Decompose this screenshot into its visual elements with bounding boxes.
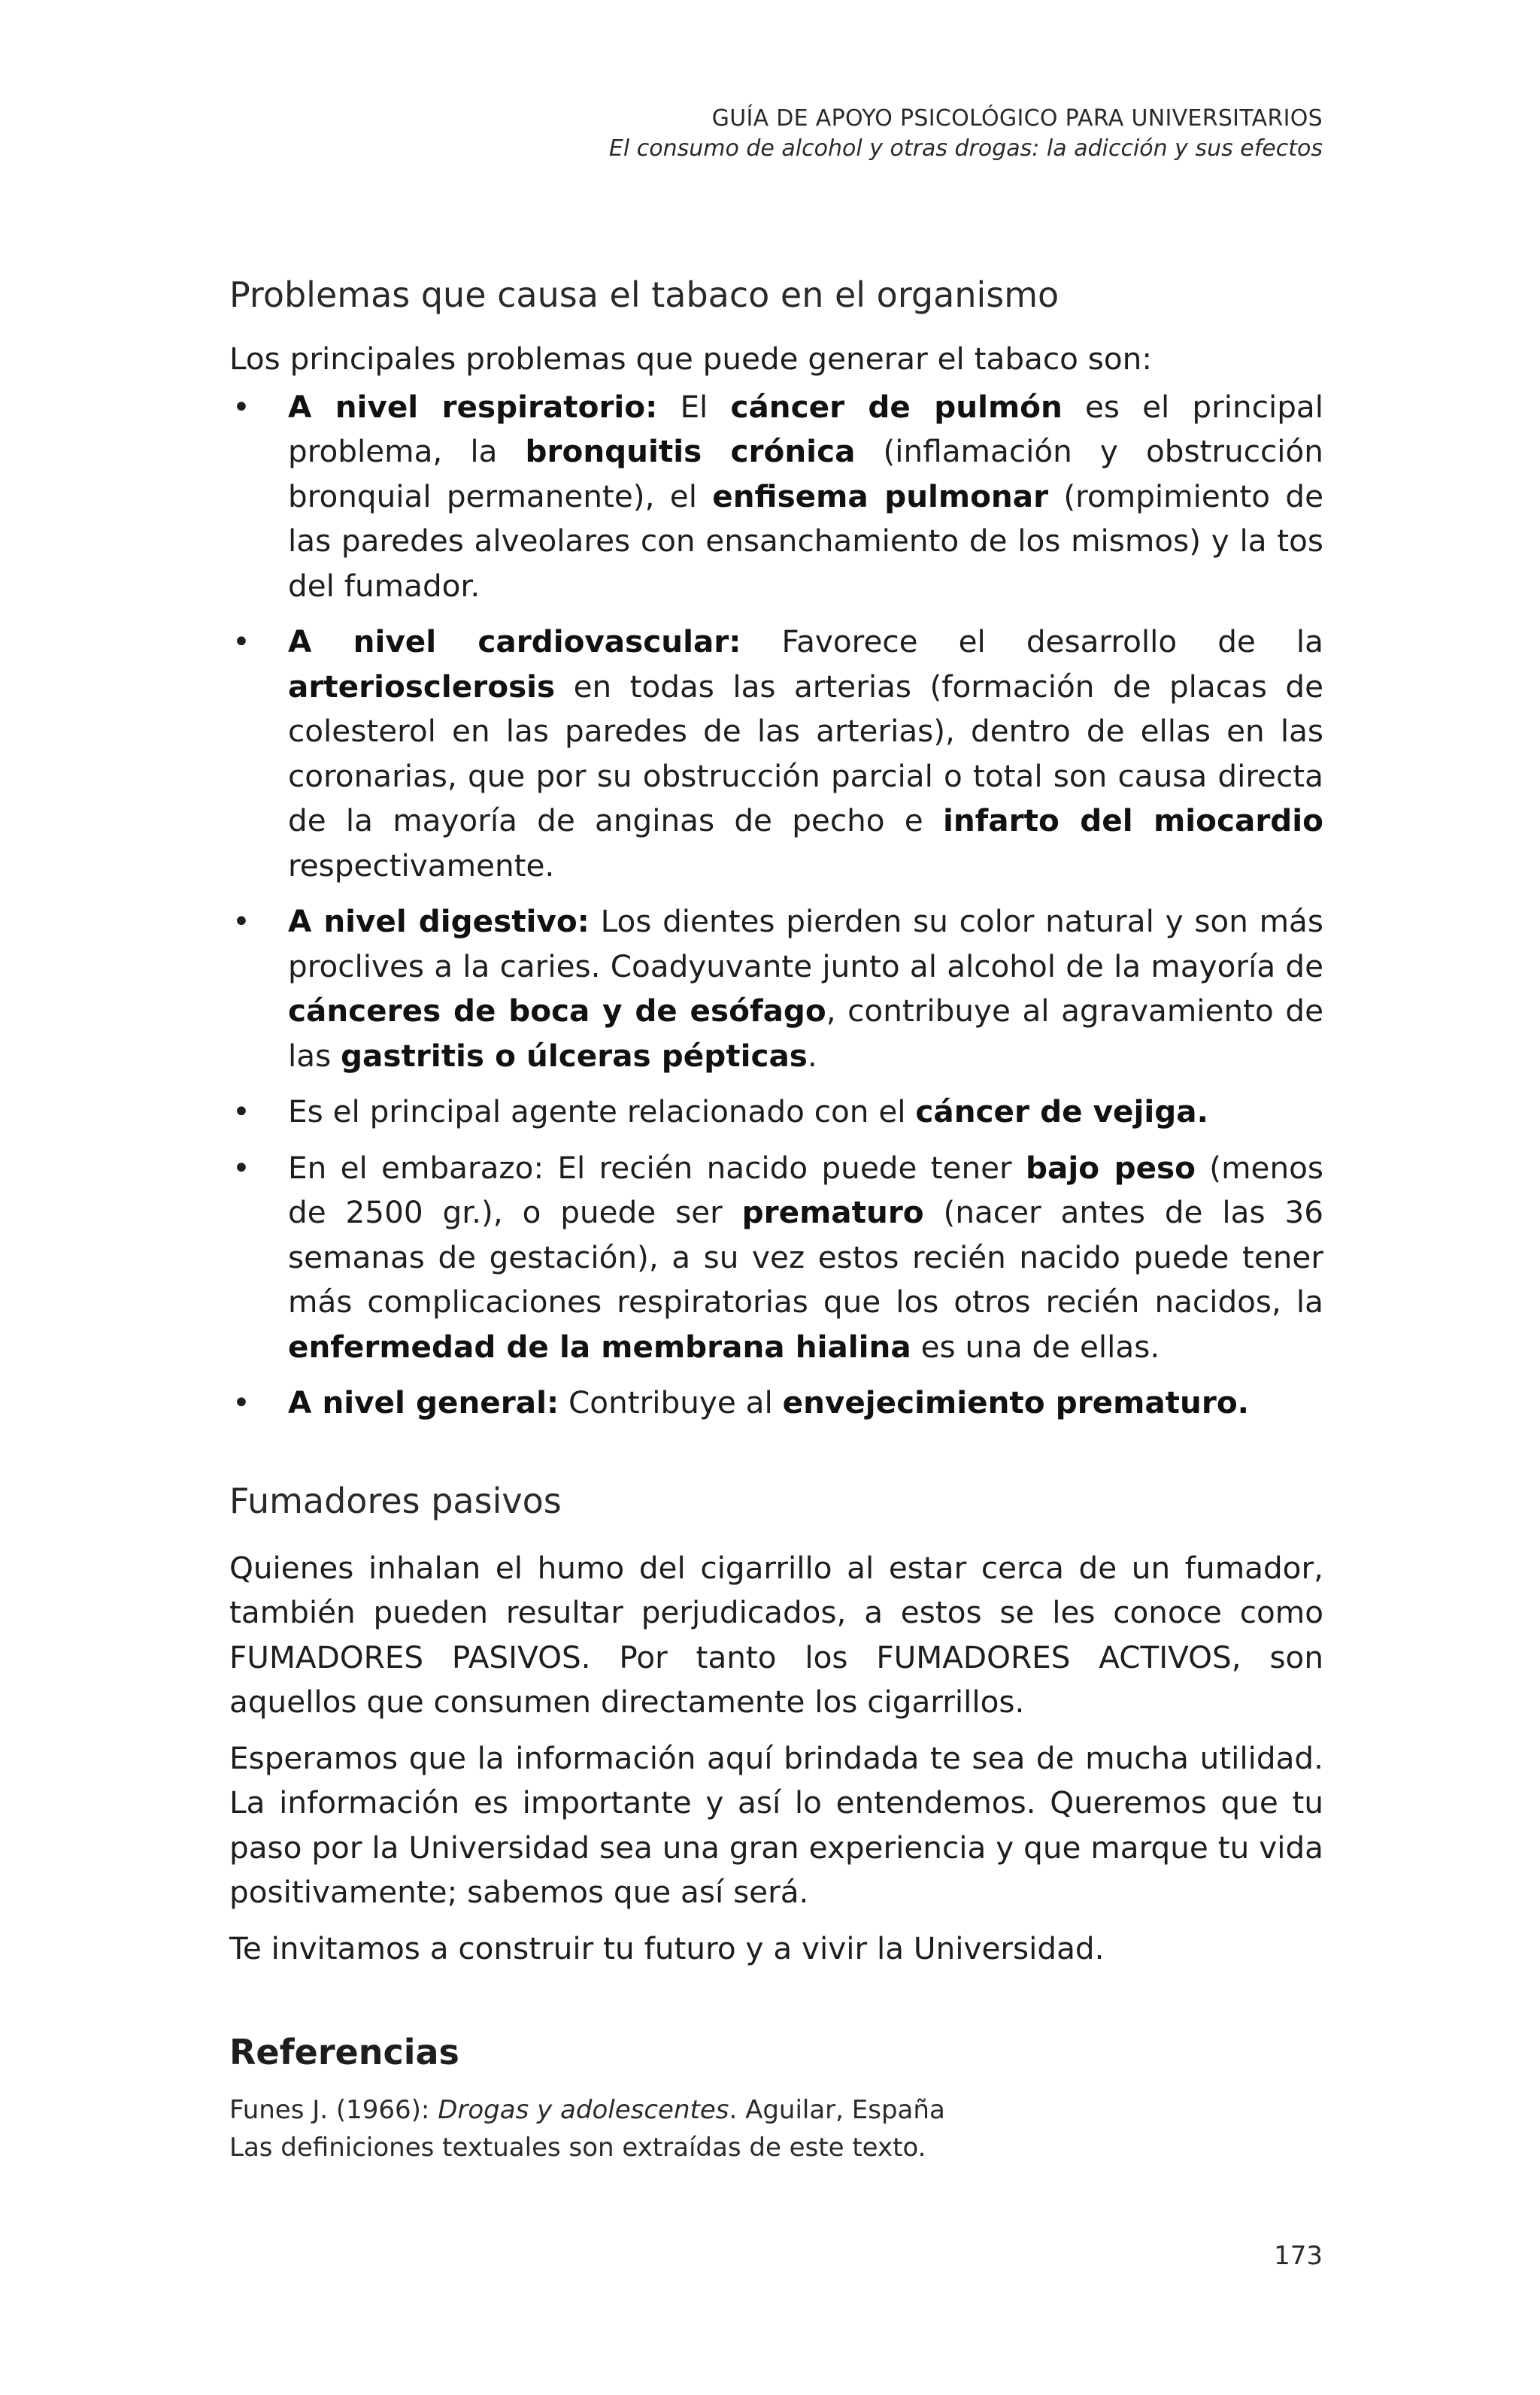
problems-list	[229, 385, 1323, 1426]
list-item-digestive	[229, 899, 1323, 1078]
page-content	[229, 272, 1323, 2166]
text-run: , contribuye al agravamiento de las	[288, 993, 1323, 1074]
list-item-general	[229, 1381, 1323, 1426]
bold-term: A nivel digestivo:	[288, 903, 590, 939]
bold-term: A nivel general:	[288, 1384, 559, 1420]
references-title: Referencias	[229, 2032, 459, 2072]
list-item-cardiovascular	[229, 620, 1323, 888]
bold-term: arteriosclerosis	[288, 668, 556, 705]
text-run: respectivamente.	[288, 847, 555, 884]
text-run: El	[657, 388, 731, 425]
list-item-pregnancy	[229, 1146, 1323, 1370]
text-run: (rompimiento de las paredes alveolares con ensanchamiento de los mismos) y la tos del fumador.	[288, 477, 1324, 604]
bullet-icon: •	[232, 903, 250, 939]
passive-smokers-section	[229, 1478, 1323, 1972]
list-item-bladder	[229, 1090, 1323, 1135]
bullet-icon: •	[232, 1149, 250, 1186]
running-header	[609, 104, 1323, 164]
text-run: En el embarazo: El recién nacido puede tener	[288, 1149, 1026, 1186]
bold-term: A nivel respiratorio:	[288, 388, 658, 425]
bold-term: cáncer de vejiga.	[915, 1093, 1208, 1129]
section-title-tobacco-problems: Problemas que causa el tabaco en el organismo	[229, 274, 1060, 315]
bullet-icon: •	[232, 388, 250, 425]
bold-term: cánceres de boca y de esófago	[288, 993, 826, 1029]
bullet-icon: •	[232, 1384, 250, 1420]
text-run: (nacer antes de las 36 semanas de gestación), a su vez estos recién nacido puede tener más complicaciones respiratorias que los otros recién nacidos, la	[288, 1194, 1323, 1320]
list-item-respiratory	[229, 385, 1323, 609]
paragraph: Quienes inhalan el humo del cigarrillo al estar cerca de un fumador, también pueden resultar perjudicados, a estos se les conoce como FUMADORES PASIVOS. Por tanto los FUMADORES ACTIVOS, son aquellos que consumen directamente los cigarrillos.	[229, 1549, 1323, 1720]
page-number: 173	[1274, 2241, 1323, 2271]
bold-term: enfisema pulmonar	[712, 477, 1049, 514]
intro-paragraph: Los principales problemas que puede generar el tabaco son:	[229, 341, 1152, 377]
bold-term: gastritis o úlceras pépticas	[341, 1037, 808, 1074]
bold-term: prematuro	[741, 1194, 924, 1230]
text-run: (menos de 2500 gr.), o puede ser	[288, 1149, 1323, 1230]
text-run: .	[807, 1037, 817, 1074]
text-run: Es el principal agente relacionado con el	[288, 1093, 916, 1129]
header-book-title: GUÍA DE APOYO PSICOLÓGICO PARA UNIVERSITARIOS	[711, 105, 1323, 132]
reference-publisher: . Aguilar, España	[729, 2095, 945, 2125]
paragraph: Esperamos que la información aquí brindada te sea de mucha utilidad. La información es importante y así lo entendemos. Queremos que tu paso por la Universidad sea una gran experiencia y que marque tu vida positivamente; sabemos que así será.	[229, 1739, 1323, 1910]
section-title-passive-smokers: Fumadores pasivos	[229, 1480, 562, 1521]
bold-term: bronquitis crónica	[525, 433, 856, 469]
bold-term: cáncer de pulmón	[730, 388, 1063, 425]
paragraph: Te invitamos a construir tu futuro y a vivir la Universidad.	[229, 1930, 1105, 1966]
bullet-icon: •	[232, 623, 250, 659]
bold-term: infarto del miocardio	[942, 802, 1323, 838]
text-run: es el principal problema, la	[288, 388, 1324, 469]
reference-note: Las definiciones textuales son extraídas de este texto.	[229, 2133, 926, 2163]
text-run: Contribuye al	[559, 1384, 783, 1420]
reference-entry	[229, 2091, 1323, 2129]
text-run: Los dientes pierden su color natural y son más proclives a la caries. Coadyuvante junto al alcohol de la mayoría de	[288, 903, 1323, 984]
text-run: es una de ellas.	[911, 1328, 1160, 1365]
bold-term: A nivel cardiovascular:	[288, 623, 741, 659]
references-section	[229, 2030, 1323, 2166]
text-run: (inflamación y obstrucción bronquial permanente), el	[288, 433, 1323, 514]
bold-term: bajo peso	[1026, 1149, 1196, 1186]
bold-term: envejecimiento prematuro.	[782, 1384, 1250, 1420]
reference-author: Funes J. (1966):	[229, 2095, 438, 2125]
bullet-icon: •	[232, 1093, 250, 1129]
text-run: en todas las arterias (formación de placas de colesterol en las paredes de las arterias), dentro de ellas en las coronarias, que por su obstrucción parcial o total son causa directa de la mayoría de anginas de pecho e	[288, 668, 1323, 838]
text-run: Favorece el desarrollo de la	[741, 623, 1323, 659]
header-chapter-title: El consumo de alcohol y otras drogas: la adicción y sus efectos	[608, 135, 1323, 162]
reference-title: Drogas y adolescentes	[438, 2095, 729, 2125]
bold-term: enfermedad de la membrana hialina	[288, 1328, 911, 1365]
